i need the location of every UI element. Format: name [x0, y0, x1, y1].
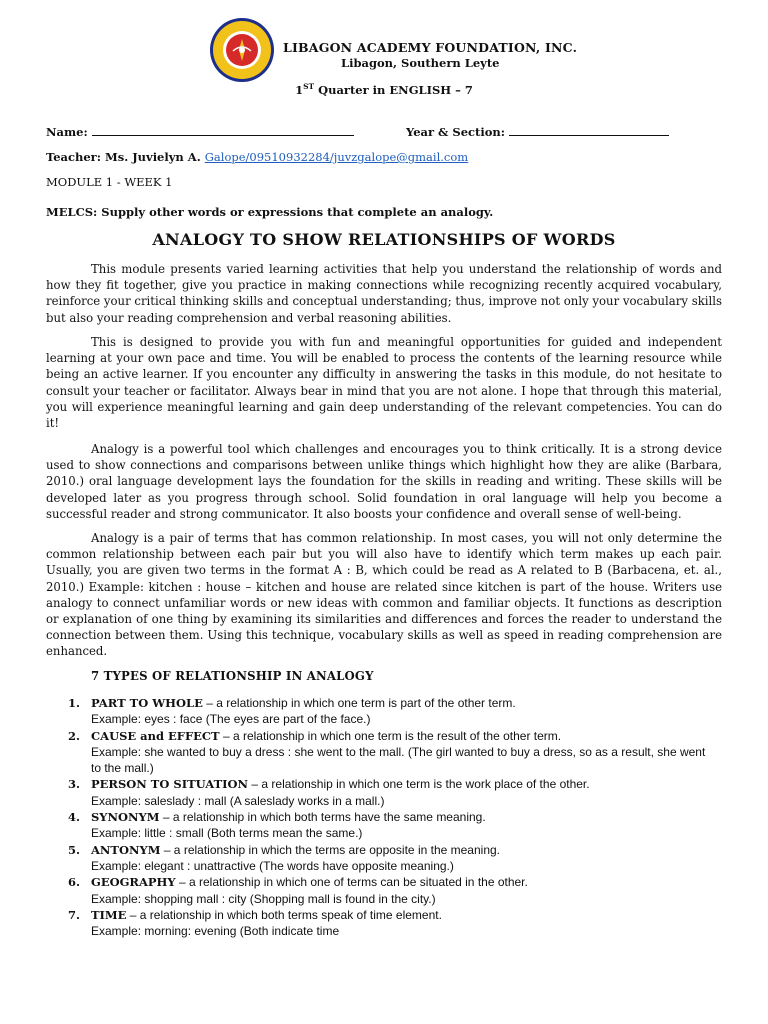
year-section-line — [406, 125, 669, 139]
melcs: MELCS: Supply other words or expressions that complete an analogy. — [46, 205, 494, 219]
types-heading: 7 TYPES OF RELATIONSHIP IN ANALOGY — [91, 669, 374, 683]
list-item: 6. GEOGRAPHY – a relationship in which one of terms can be situated in the other. Example: shopping mall : city (Shopping mall is found in the city.) — [68, 875, 528, 906]
teacher-contact-link[interactable]: Galope/09510932284/juvzgalope@gmail.com — [204, 150, 469, 164]
paragraph-3: Analogy is a powerful tool which challenges and encourages you to think critically. It is a strong device used to show connections and comparisons between unlike things which highlight how they are alike (Barbara, 2010.) oral language development lays the foundation for the skills in reading and writing. These skills will be developed later as you progress through school. Solid foundation in oral language will help you become a successful reader and strong communicator. It also boosts your confidence and overall sense of well-being. — [46, 442, 722, 521]
list-item: 7. TIME – a relationship in which both terms speak of time element. Example: morning: evening (Both indicate time — [68, 907, 442, 939]
list-item: 5. ANTONYM – a relationship in which the terms are opposite in the meaning. Example: elegant : unattractive (The words have opposite meaning.) — [68, 842, 500, 873]
list-item: 4. SYNONYM – a relationship in which both terms have the same meaning. Example: little : small (Both terms mean the same.) — [68, 810, 486, 841]
paragraph-4: Analogy is a pair of terms that has common relationship. In most cases, you will not only determine the common relationship between each pair but you will also have to identify which term makes up each pair. Usually, you are given two terms in the format A : B, which could be read as A related to B (Barbacena, et. al., 2010.) Example: kitchen : house – kitchen and house are related since kitchen is part of the house. Writers use analogy to connect unfamiliar words or new ideas with common and familiar objects. It functions as description or explanation of one thing by examining its similarities and differences and forces the reader to understand the connection between them. Using this technique, vocabulary skills as well as speed in reading comprehension are enhanced. — [46, 531, 722, 659]
school-location: Libagon, Southern Leyte — [341, 56, 500, 70]
year-section-blank[interactable] — [509, 125, 669, 136]
list-item: 2. CAUSE and EFFECT – a relationship in which one term is the result of the other term. Example: she wanted to buy a dress : she went to the mall. (The girl wanted to buy a dress, so as a result, she went to the mall.) — [68, 728, 706, 776]
lesson-title: ANALOGY TO SHOW RELATIONSHIPS OF WORDS — [152, 230, 616, 249]
quarter-subject: 1ST Quarter in ENGLISH – 7 — [295, 82, 473, 97]
school-seal-logo — [209, 17, 275, 83]
module-week: MODULE 1 - WEEK 1 — [46, 175, 173, 189]
teacher-line — [46, 150, 468, 164]
year-section-label: Year & Section: — [406, 125, 506, 139]
teacher-label: Teacher: Ms. Juvielyn A. — [46, 150, 201, 164]
list-item: 3. PERSON TO SITUATION – a relationship in which one term is the work place of the other. Example: saleslady : mall (A saleslady works in a mall.) — [68, 777, 590, 808]
name-line — [46, 125, 354, 139]
paragraph-1: This module presents varied learning activities that help you understand the relationship of words and how they fit together, give you practice in making connections while recognizing recently acquired vocabulary, reinforce your critical thinking skills and conceptual understanding; thus, improve not only your vocabulary skills but also your reading comprehension and verbal reasoning abilities. — [46, 262, 722, 325]
name-label: Name: — [46, 125, 88, 139]
types-list — [68, 695, 718, 939]
school-name: LIBAGON ACADEMY FOUNDATION, INC. — [283, 40, 578, 55]
paragraph-2: This is designed to provide you with fun and meaningful opportunities for guided and independent learning at your own pace and time. You will be enabled to process the contents of the learning resource while being an active learner. If you encounter any difficulty in answering the tasks in this module, do not hesitate to consult your teacher or facilitator. Always bear in mind that you are not alone. I hope that through this material, you will experience meaningful learning and gain deep understanding of the relevant competencies. You can do it! — [46, 335, 722, 431]
list-item: 1. PART TO WHOLE – a relationship in which one term is part of the other term. Example: eyes : face (The eyes are part of the face.) — [68, 696, 516, 727]
name-blank[interactable] — [92, 125, 354, 136]
